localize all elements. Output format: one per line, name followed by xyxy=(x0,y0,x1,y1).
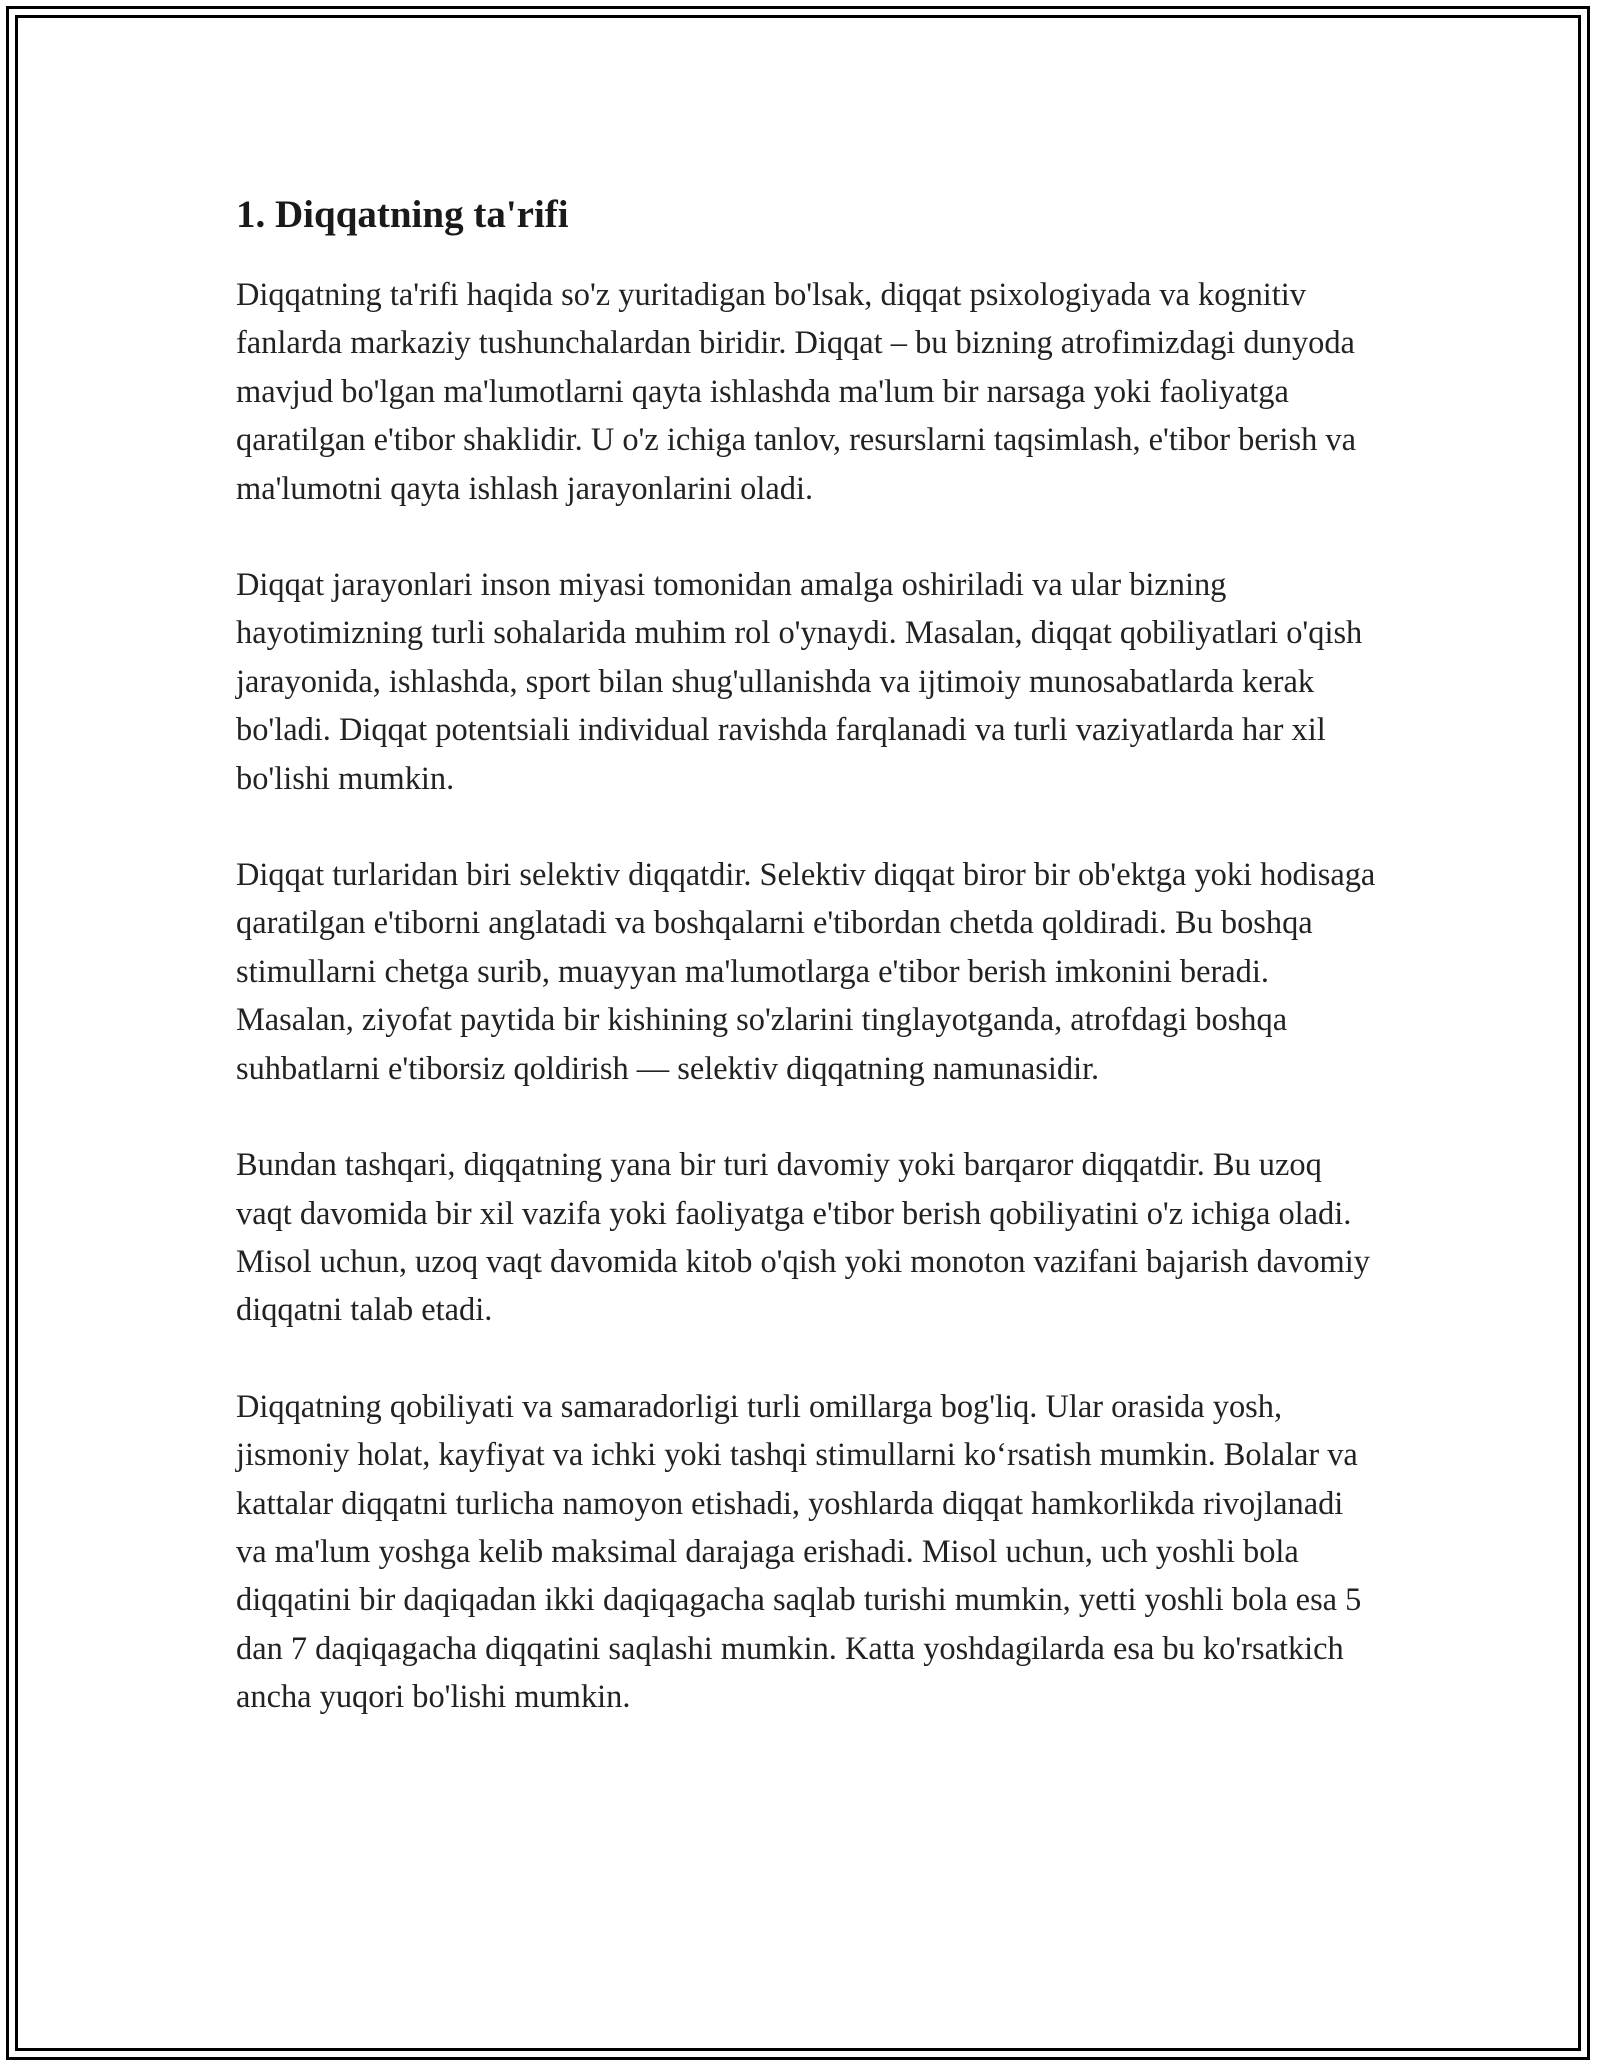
paragraph-sustained-attention: Bundan tashqari, diqqatning yana bir turi davomiy yoki barqaror diqqatdir. Bu uzoq vaqt davomida bir xil vazifa yoki faoliyatga e'tibor berish qobiliyatini o'z ichiga oladi. Misol uchun, uzoq vaqt davomida kitob o'qish yoki monoton vazifani bajarish davomiy diqqatni talab etadi. xyxy=(236,1147,1370,1329)
paragraph-attention-factors: Diqqatning qobiliyati va samaradorligi turli omillarga bog'liq. Ular orasida yosh, jismoniy holat, kayfiyat va ichki yoki tashqi stimullarni ko‘rsatish mumkin. Bolalar va kattalar diqqatni turlicha namoyon etishadi, yoshlarda diqqat hamkorlikda rivojlanadi va ma'lum yoshga kelib maksimal darajaga erishadi. Misol uchun, uch yoshli bola diqqatini bir daqiqadan ikki daqiqagacha saqlab turishi mumkin, yetti yoshli bola esa 5 dan 7 daqiqagacha diqqatini saqlashi mumkin. Katta yoshdagilarda esa bu ko'rsatkich ancha yuqori bo'lishi mumkin. xyxy=(236,1388,1362,1716)
paragraph-selective-attention: Diqqat turlaridan biri selektiv diqqatdir. Selektiv diqqat biror bir ob'ektga yoki hodisaga qaratilgan e'tiborni anglatadi va boshqalarni e'tibordan chetda qoldiradi. Bu boshqa stimullarni chetga surib, muayyan ma'lumotlarga e'tibor berish imkonini beradi. Masalan, ziyofat paytida bir kishining so'zlarini tinglayotganda, atrofdagi boshqa suhbatlarni e'tiborsiz qoldirish — selektiv diqqatning namunasidir. xyxy=(236,857,1376,1087)
document-body xyxy=(236,183,1376,1770)
paragraph-brain-processes: Diqqat jarayonlari inson miyasi tomonidan amalga oshiriladi va ular bizning hayotimizning turli sohalarida muhim rol o'ynaydi. Masalan, diqqat qobiliyatlari o'qish jarayonida, ishlashda, sport bilan shug'ullanishda va ijtimoiy munosabatlarda kerak bo'ladi. Diqqat potentsiali individual ravishda farqlanadi va turli vaziyatlarda har xil bo'lishi mumkin. xyxy=(236,567,1363,797)
section-heading: 1. Diqqatning ta'rifi xyxy=(236,193,569,236)
paragraph-definition: Diqqatning ta'rifi haqida so'z yuritadigan bo'lsak, diqqat psixologiyada va kognitiv fanlarda markaziy tushunchalardan biridir. Diqqat – bu bizning atrofimizdagi dunyoda mavjud bo'lgan ma'lumotlarni qayta ishlashda ma'lum bir narsaga yoki faoliyatga qaratilgan e'tibor shaklidir. U o'z ichiga tanlov, resurslarni taqsimlash, e'tibor berish va ma'lumotni qayta ishlash jarayonlarini oladi. xyxy=(236,277,1356,507)
